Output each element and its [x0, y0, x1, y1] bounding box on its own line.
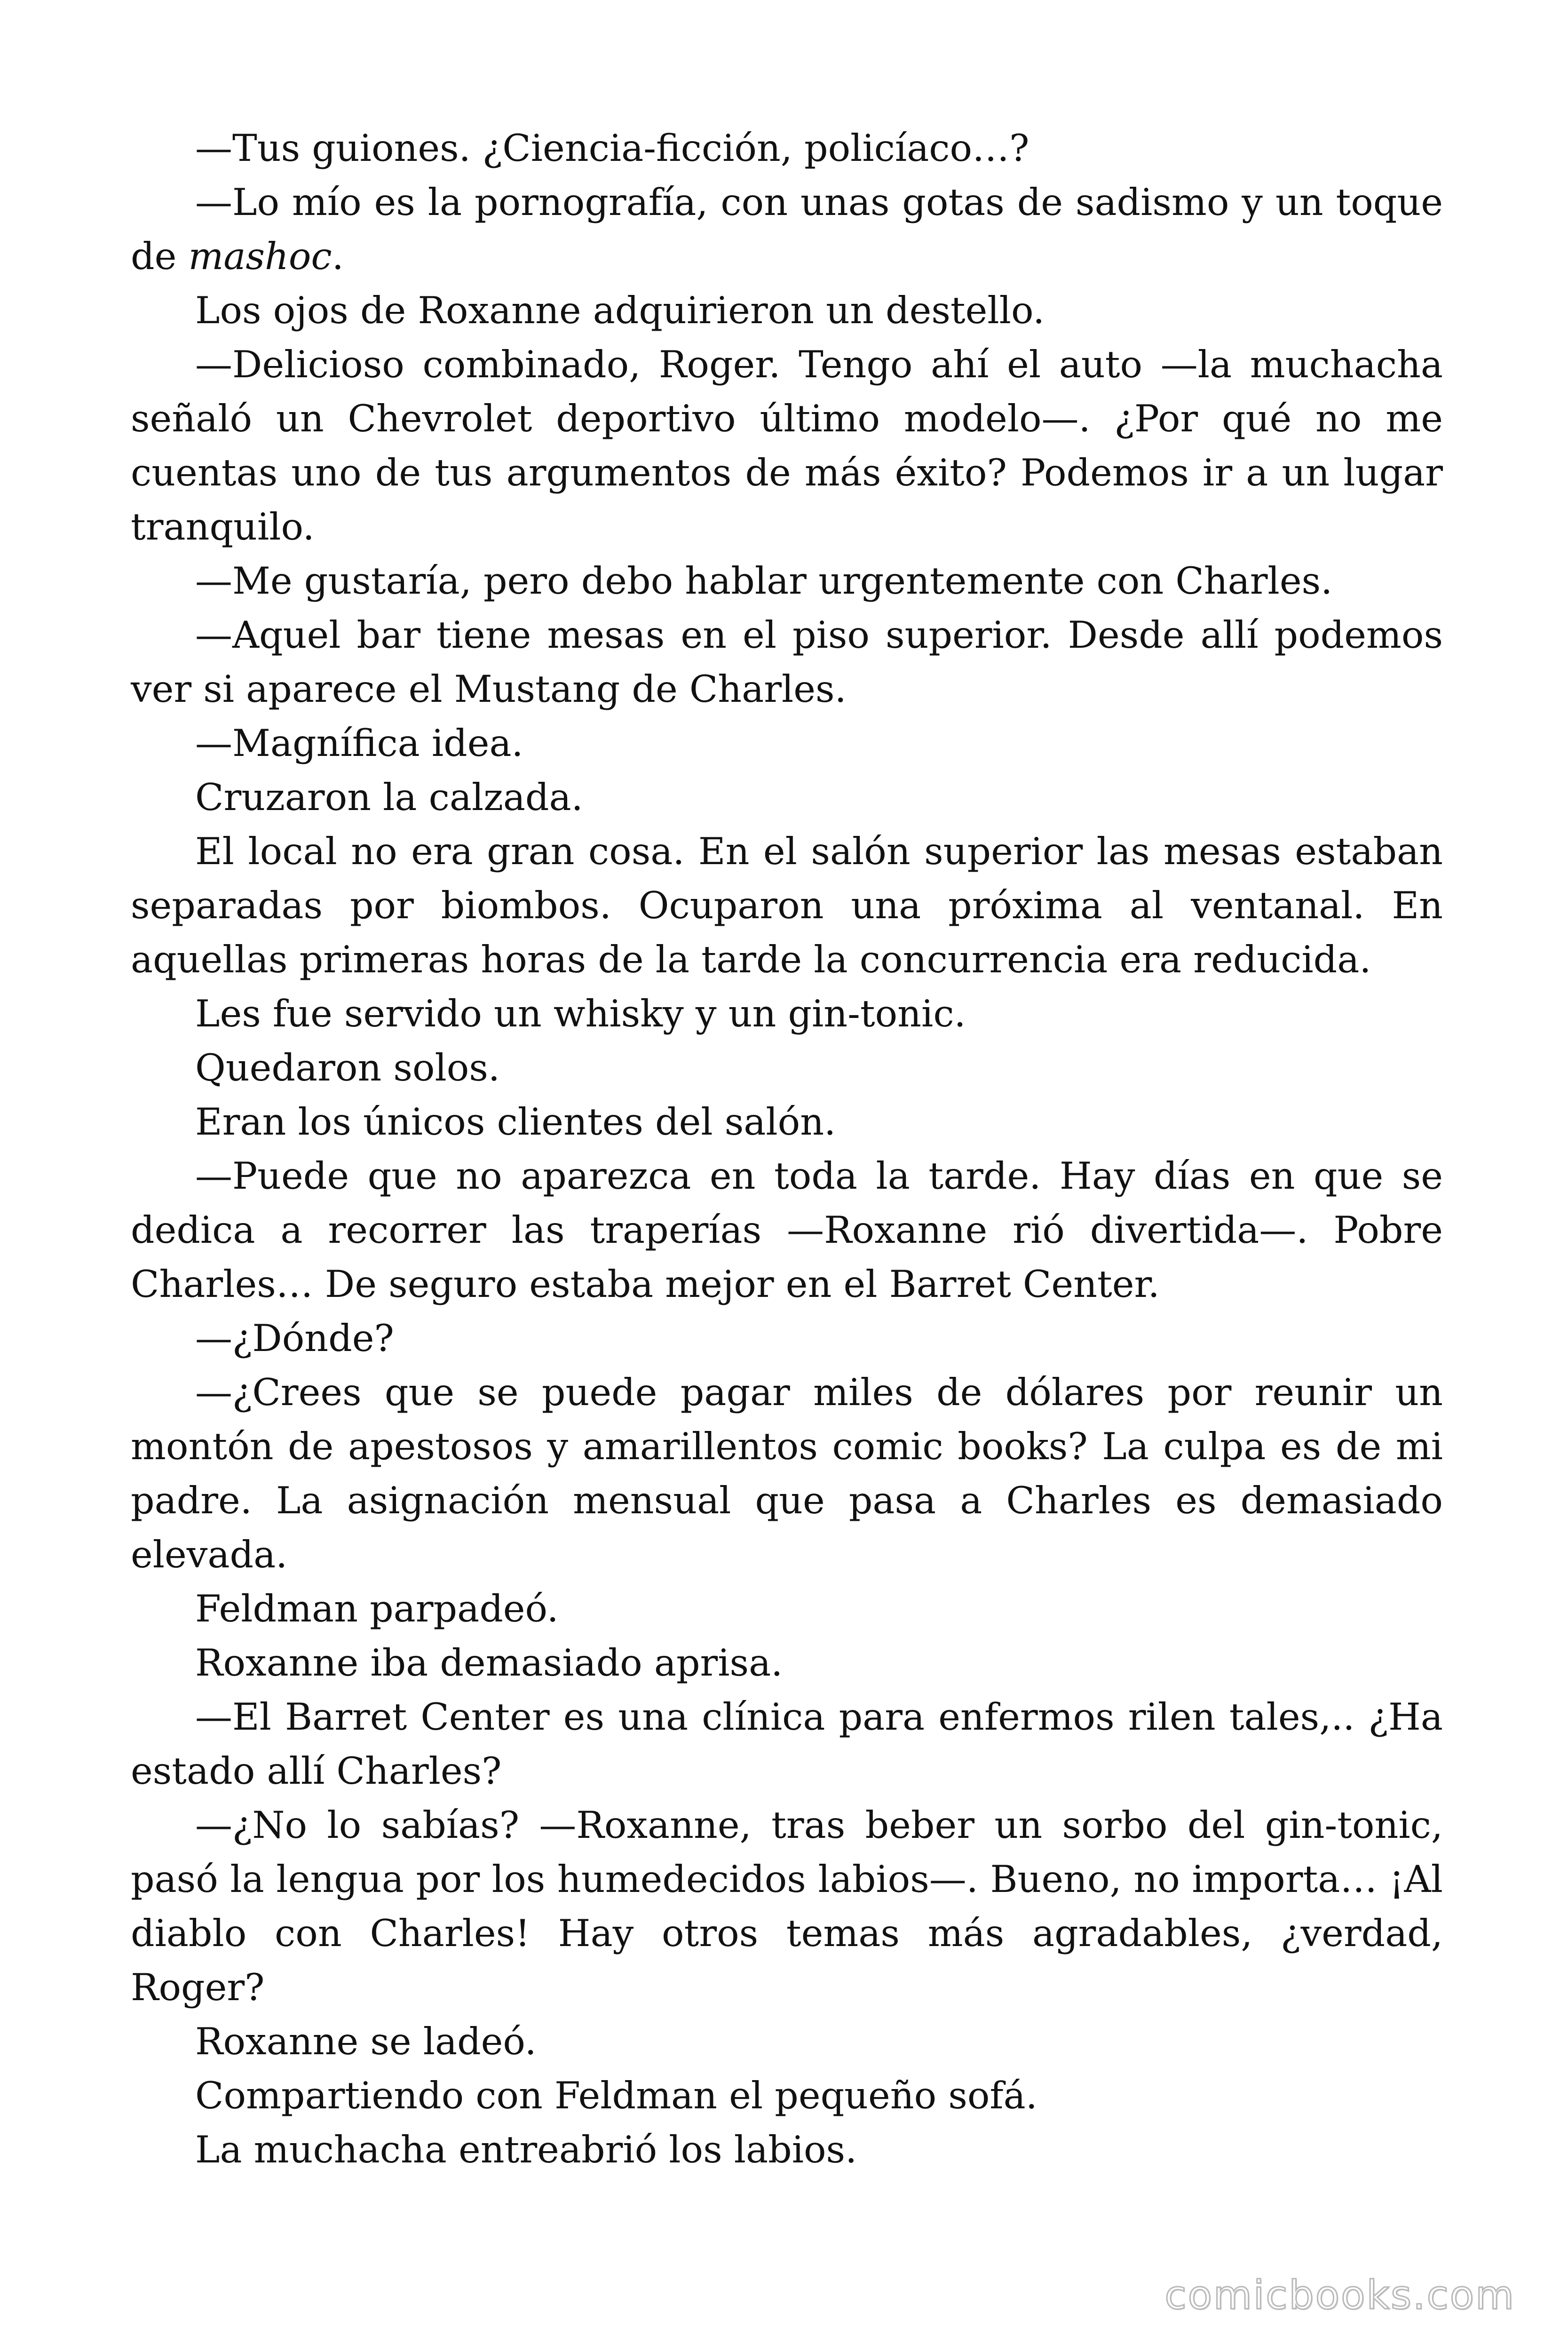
site-watermark: comicbooks.com: [1164, 2272, 1515, 2318]
paragraph: —Magnífica idea.: [195, 722, 523, 765]
paragraph: Compartiendo con Feldman el pequeño sofá.: [195, 2074, 1037, 2117]
book-page-text: [131, 121, 1443, 2177]
paragraph: —El Barret Center es una clínica para enfermos rilen tales,.. ¿Ha estado allí Charles?: [131, 1695, 1443, 1793]
paragraph: El local no era gran cosa. En el salón superior las mesas estaban separadas por biombos. Ocuparon una próxima al ventanal. En aquellas primeras horas de la tarde la concurrencia era reducida.: [131, 830, 1443, 981]
paragraph: Cruzaron la calzada.: [195, 776, 583, 819]
paragraph: [131, 175, 1443, 284]
paragraph: —¿No lo sabías? —Roxanne, tras beber un sorbo del gin-tonic, pasó la lengua por los humedecidos labios—. Bueno, no importa… ¡Al diablo con Charles! Hay otros temas más agradables, ¿verdad, Roger?: [131, 1804, 1443, 2009]
paragraph: —¿Dónde?: [195, 1317, 394, 1360]
paragraph: —Tus guiones. ¿Ciencia-ficción, policíaco…?: [195, 127, 1029, 170]
paragraph-text: —Lo mío es la pornografía, con unas gotas de sadismo y un toque de: [131, 181, 1443, 278]
paragraph: —Aquel bar tiene mesas en el piso superior. Desde allí podemos ver si aparece el Mustang de Charles.: [131, 613, 1443, 711]
paragraph: —Puede que no aparezca en toda la tarde. Hay días en que se dedica a recorrer las traperías —Roxanne rió divertida—. Pobre Charles… De seguro estaba mejor en el Barret Center.: [131, 1154, 1443, 1306]
paragraph-text: .: [332, 235, 344, 278]
paragraph: Roxanne iba demasiado aprisa.: [195, 1641, 783, 1685]
paragraph: —¿Crees que se puede pagar miles de dólares por reunir un montón de apestosos y amarillentos comic books? La culpa es de mi padre. La asignación mensual que pasa a Charles es demasiado elevada.: [131, 1371, 1443, 1576]
paragraph: Les fue servido un whisky y un gin-tonic.: [195, 992, 966, 1035]
paragraph: —Me gustaría, pero debo hablar urgentemente con Charles.: [195, 559, 1333, 603]
paragraph: Eran los únicos clientes del salón.: [195, 1100, 836, 1144]
paragraph: La muchacha entreabrió los labios.: [195, 2128, 857, 2171]
paragraph: Los ojos de Roxanne adquirieron un destello.: [195, 289, 1045, 332]
paragraph: —Delicioso combinado, Roger. Tengo ahí el auto —la muchacha señaló un Chevrolet deportivo último modelo—. ¿Por qué no me cuentas uno de tus argumentos de más éxito? Podemos ir a un lugar tranquilo.: [131, 343, 1443, 548]
paragraph: Feldman parpadeó.: [195, 1587, 559, 1630]
paragraph: Roxanne se ladeó.: [195, 2020, 537, 2063]
emphasized-word: mashoc: [188, 235, 332, 278]
paragraph: Quedaron solos.: [195, 1046, 500, 1089]
